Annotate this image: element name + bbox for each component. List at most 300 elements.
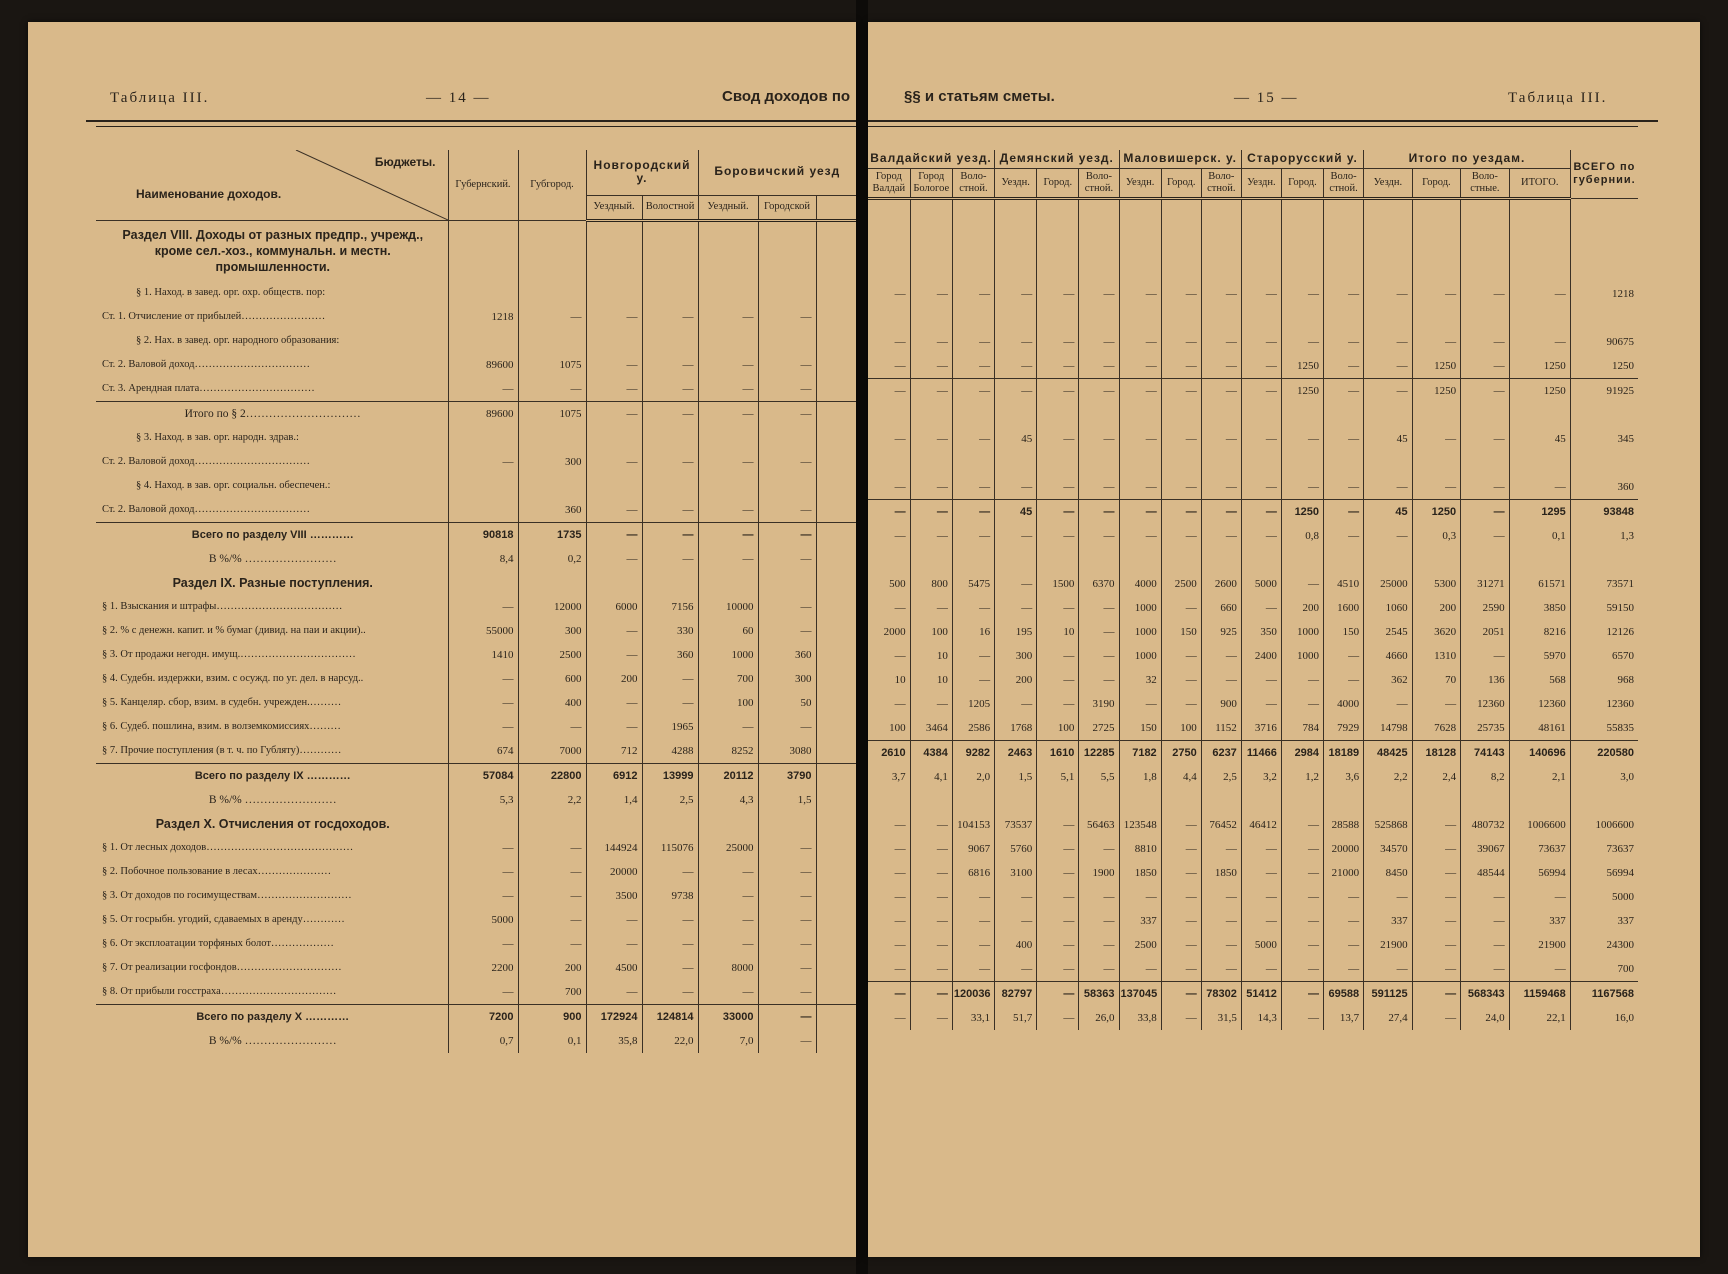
cell-value: —	[894, 843, 906, 856]
cell-value: —	[1412, 982, 1461, 1007]
cell-value: —	[586, 691, 642, 715]
cell-value: —	[1037, 885, 1079, 909]
cell-empty	[816, 281, 856, 305]
cell-value: —	[1364, 330, 1413, 354]
cell-value: 1000	[1281, 620, 1323, 644]
table-row	[868, 596, 1638, 620]
cell-value	[995, 258, 1037, 282]
cell-value: 34570	[1364, 837, 1413, 861]
cell-value	[1412, 403, 1461, 427]
cell-value: 7200	[448, 1004, 518, 1029]
table-row	[868, 765, 1638, 789]
cell-value: —	[1037, 1006, 1079, 1030]
cell-value: 78302	[1201, 982, 1241, 1007]
cell-value	[1461, 451, 1510, 475]
cell-value: 330	[642, 619, 698, 643]
cell-value: —	[1324, 524, 1364, 548]
cell-value	[758, 281, 816, 305]
table-row	[96, 377, 856, 402]
cell-value: —	[1161, 475, 1201, 500]
cell-value: 1410	[448, 643, 518, 667]
table-label-right: Таблица III.	[1508, 90, 1608, 106]
cell-value: 123548	[1119, 813, 1161, 837]
cell-empty	[816, 474, 856, 498]
cell-value	[642, 221, 698, 281]
cell-value: 1006600	[1509, 813, 1570, 837]
table-body-right	[868, 198, 1638, 1030]
cell-value: 525868	[1364, 813, 1413, 837]
cell-value: —	[586, 450, 642, 474]
cell-value: 700	[1570, 957, 1638, 982]
cell-value: 568343	[1461, 982, 1510, 1007]
table-row	[868, 451, 1638, 475]
cell-value	[758, 221, 816, 281]
cell-value: 0,8	[1281, 524, 1323, 548]
row-label: Ст. 2. Валовой доход……………………………	[102, 358, 311, 370]
cell-value: 8450	[1364, 861, 1413, 885]
cell-value: 22800	[518, 763, 586, 788]
table-row	[96, 426, 856, 450]
cell-value: —	[642, 547, 698, 571]
cell-value: —	[1461, 933, 1510, 957]
cell-value: 5000	[448, 908, 518, 932]
row-label: Раздел VIII. Доходы от разных предпр., учрежд., кроме сел.-хоз., коммунальн. и местн. промышленности.	[122, 227, 424, 274]
cell-value: 0,1	[1509, 524, 1570, 548]
cell-value: —	[1037, 379, 1079, 404]
cell-value	[1364, 789, 1413, 813]
cell-value: —	[698, 547, 758, 571]
cell-value: —	[758, 980, 816, 1005]
cell-value: —	[758, 401, 816, 426]
cell-value: 5,1	[1037, 765, 1079, 789]
table-label-left: Таблица III.	[110, 90, 210, 106]
cell-value: —	[1364, 885, 1413, 909]
cell-value	[448, 812, 518, 836]
cell-value: 5000	[1570, 885, 1638, 909]
cell-value: —	[1119, 500, 1161, 525]
cell-value: 1075	[518, 401, 586, 426]
table-row	[868, 306, 1638, 330]
table-row	[868, 282, 1638, 306]
cell-value: 150	[1119, 716, 1161, 741]
cell-value: —	[758, 595, 816, 619]
cell-value: 172924	[586, 1004, 642, 1029]
table-row	[868, 861, 1638, 885]
cell-value: 350	[1241, 620, 1281, 644]
cell-value	[1364, 198, 1413, 258]
cell-value: —	[758, 377, 816, 402]
cell-value	[518, 426, 586, 450]
cell-value: —	[1509, 885, 1570, 909]
cell-empty	[816, 401, 856, 426]
cell-value	[1570, 306, 1638, 330]
cell-value: —	[1412, 330, 1461, 354]
cell-value: —	[586, 908, 642, 932]
cell-value: —	[1281, 813, 1323, 837]
cell-value	[586, 474, 642, 498]
revenue-table-left	[96, 150, 856, 1053]
cell-value: —	[1201, 885, 1241, 909]
cell-value: 3,2	[1241, 765, 1281, 789]
cell-value: 21000	[1324, 861, 1364, 885]
cell-value	[1570, 548, 1638, 572]
cell-value: —	[1119, 330, 1161, 354]
cell-value: —	[995, 957, 1037, 982]
subcol-novgorod-uezd: Уездный.	[586, 195, 642, 220]
row-label: § 6. От эксплоатации торфяных болот………………	[102, 937, 334, 949]
cell-value	[448, 221, 518, 281]
table-row	[96, 836, 856, 860]
cell-value	[1324, 451, 1364, 475]
cell-value: —	[995, 475, 1037, 500]
cell-value	[758, 812, 816, 836]
cell-value: —	[894, 698, 906, 711]
table-row	[868, 885, 1638, 909]
cell-value: 25735	[1461, 716, 1510, 741]
cell-value	[868, 548, 910, 572]
table-row	[96, 450, 856, 474]
cell-value: —	[1079, 524, 1119, 548]
cell-value: —	[586, 619, 642, 643]
cell-value	[1570, 451, 1638, 475]
cell-value: —	[1412, 885, 1461, 909]
cell-empty	[816, 763, 856, 788]
cell-value: 4288	[642, 739, 698, 764]
cell-value: —	[586, 715, 642, 739]
cell-empty	[816, 595, 856, 619]
cell-value: —	[995, 596, 1037, 620]
cell-value: —	[1281, 475, 1323, 500]
subcol-header: Город.	[1161, 168, 1201, 198]
cell-value: 5300	[1412, 572, 1461, 596]
cell-value	[1161, 403, 1201, 427]
cell-value: 12360	[1509, 692, 1570, 716]
cell-value: 12000	[518, 595, 586, 619]
cell-value: 1250	[1412, 354, 1461, 379]
cell-value	[1161, 258, 1201, 282]
table-row	[868, 403, 1638, 427]
cell-value: 3850	[1509, 596, 1570, 620]
cell-value: —	[1037, 692, 1079, 716]
cell-value	[1281, 306, 1323, 330]
cell-value	[1412, 306, 1461, 330]
cell-value	[1201, 198, 1241, 258]
cell-value: —	[995, 354, 1037, 379]
cell-value: —	[1079, 330, 1119, 354]
cell-value: —	[1241, 475, 1281, 500]
cell-value: —	[758, 860, 816, 884]
cell-value: 150	[1324, 620, 1364, 644]
cell-value	[995, 403, 1037, 427]
cell-value: 2,2	[1364, 765, 1413, 789]
cell-value: 400	[995, 933, 1037, 957]
cell-value: 1250	[1281, 500, 1323, 525]
cell-value: —	[1079, 957, 1119, 982]
row-label: § 7. Прочие поступления (в т. ч. по Губляту)…………	[102, 744, 342, 756]
cell-value: —	[1461, 500, 1510, 525]
table-row	[96, 812, 856, 836]
cell-value: —	[1079, 379, 1119, 404]
table-row	[868, 330, 1638, 354]
cell-value: 73537	[995, 813, 1037, 837]
cell-value: —	[758, 932, 816, 956]
cell-value: —	[1201, 668, 1241, 692]
table-row	[96, 547, 856, 571]
cell-value: 12360	[1461, 692, 1510, 716]
cell-value: —	[1201, 282, 1241, 306]
cell-value: —	[952, 427, 994, 451]
subcol-header: Воло-стные.	[1461, 168, 1510, 198]
cell-value: 337	[1509, 909, 1570, 933]
cell-value	[1119, 789, 1161, 813]
cell-value: —	[910, 885, 952, 909]
table-row	[868, 572, 1638, 596]
cell-value: —	[1364, 692, 1413, 716]
cell-value	[1241, 306, 1281, 330]
cell-value	[518, 474, 586, 498]
cell-value: 337	[1364, 909, 1413, 933]
table-row	[96, 1029, 856, 1053]
cell-value: —	[952, 500, 994, 525]
cell-value: —	[448, 595, 518, 619]
cell-empty	[816, 305, 856, 329]
cell-value: —	[448, 836, 518, 860]
cell-value: 2,5	[642, 788, 698, 812]
cell-empty	[816, 377, 856, 402]
cell-value: 45	[1364, 427, 1413, 451]
cell-value: —	[894, 1012, 906, 1025]
cell-value: —	[1412, 861, 1461, 885]
cell-value: —	[1161, 596, 1201, 620]
subcol-header: Уездн.	[1364, 168, 1413, 198]
cell-value: 0,1	[518, 1029, 586, 1053]
cell-value	[1281, 258, 1323, 282]
cell-value: 20000	[586, 860, 642, 884]
cell-value: 500	[889, 578, 906, 591]
cell-value: 360	[642, 643, 698, 667]
cell-value: —	[1281, 282, 1323, 306]
cell-value	[642, 571, 698, 595]
cell-value: —	[1461, 330, 1510, 354]
cell-value: 7628	[1412, 716, 1461, 741]
cell-value: —	[1324, 379, 1364, 404]
cell-value: 48161	[1509, 716, 1570, 741]
row-label: Ст. 2. Валовой доход……………………………	[102, 503, 311, 515]
cell-value: 8216	[1509, 620, 1570, 644]
table-row	[868, 668, 1638, 692]
cell-value: —	[1201, 500, 1241, 525]
cell-value: —	[1161, 957, 1201, 982]
cell-value: —	[910, 982, 952, 1007]
cell-value: 61571	[1509, 572, 1570, 596]
cell-value: —	[1079, 644, 1119, 668]
cell-empty	[816, 956, 856, 980]
cell-value: 1167568	[1570, 982, 1638, 1007]
cell-value: —	[1281, 692, 1323, 716]
cell-value: 6000	[586, 595, 642, 619]
cell-value: —	[448, 715, 518, 739]
table-row	[868, 813, 1638, 837]
cell-value	[952, 258, 994, 282]
cell-value: —	[1364, 475, 1413, 500]
cell-value: —	[1201, 957, 1241, 982]
cell-value: 5000	[1241, 933, 1281, 957]
cell-value: —	[1241, 957, 1281, 982]
cell-value	[1364, 548, 1413, 572]
cell-value: 4,1	[910, 765, 952, 789]
cell-value: —	[1281, 668, 1323, 692]
cell-value	[518, 281, 586, 305]
table-row	[96, 980, 856, 1005]
cell-value: —	[642, 908, 698, 932]
cell-value: —	[1412, 1006, 1461, 1030]
cell-value: 24,0	[1461, 1006, 1510, 1030]
cell-value	[1037, 258, 1079, 282]
cell-value: —	[1037, 861, 1079, 885]
cell-value	[642, 426, 698, 450]
cell-value: 200	[995, 668, 1037, 692]
cell-value	[1324, 403, 1364, 427]
cell-value: 46412	[1241, 813, 1281, 837]
cell-value: —	[448, 667, 518, 691]
cell-value	[1324, 258, 1364, 282]
cell-value: —	[1201, 427, 1241, 451]
table-row	[868, 933, 1638, 957]
cell-value	[952, 198, 994, 258]
cell-value: —	[1201, 354, 1241, 379]
cell-value: 21900	[1509, 933, 1570, 957]
cell-value	[642, 474, 698, 498]
cell-value: 22,1	[1509, 1006, 1570, 1030]
cell-value: —	[758, 884, 816, 908]
cell-value: 1075	[518, 353, 586, 377]
cell-value: 9738	[642, 884, 698, 908]
table-row	[96, 522, 856, 547]
cell-empty	[816, 619, 856, 643]
cell-value	[1461, 306, 1510, 330]
cell-value	[868, 258, 910, 282]
cell-value: 89600	[448, 353, 518, 377]
cell-value: 76452	[1201, 813, 1241, 837]
cell-value: 300	[995, 644, 1037, 668]
cell-value: —	[1412, 909, 1461, 933]
cell-value: —	[894, 915, 906, 928]
cell-value: 1250	[1412, 379, 1461, 404]
cell-value: 6912	[586, 763, 642, 788]
cell-value: 89600	[448, 401, 518, 426]
cell-value	[995, 789, 1037, 813]
cell-value: —	[995, 885, 1037, 909]
cell-value: —	[1161, 692, 1201, 716]
row-label: Итого по § 2…………………………	[96, 401, 448, 426]
cell-value: 18189	[1324, 741, 1364, 766]
cell-value: 8000	[698, 956, 758, 980]
table-row	[868, 837, 1638, 861]
row-label: Ст. 3. Арендная плата……………………………	[102, 382, 315, 394]
cell-value: 2545	[1364, 620, 1413, 644]
cell-value: —	[642, 305, 698, 329]
cell-value: —	[1461, 957, 1510, 982]
cell-value: 1000	[1119, 596, 1161, 620]
cell-value	[586, 281, 642, 305]
cell-value: —	[894, 288, 906, 301]
cell-value: 1,2	[1281, 765, 1323, 789]
cell-value: —	[868, 982, 910, 1007]
cell-value	[952, 451, 994, 475]
cell-value: —	[1161, 1006, 1201, 1030]
cell-value: 1965	[642, 715, 698, 739]
cell-value: —	[1201, 933, 1241, 957]
cell-value: —	[1119, 692, 1161, 716]
row-label: § 7. От реализации госфондов…………………………	[102, 961, 342, 973]
cell-value: —	[952, 933, 994, 957]
cell-value: 3,6	[1324, 765, 1364, 789]
cell-value	[642, 281, 698, 305]
subcol-borovichi-gorod: Городской	[758, 195, 816, 220]
cell-value	[1324, 789, 1364, 813]
cell-value: —	[1161, 354, 1201, 379]
cell-value: 51412	[1241, 982, 1281, 1007]
cell-value: —	[758, 836, 816, 860]
cell-value: —	[1161, 909, 1201, 933]
subcol-header: Уездн.	[1119, 168, 1161, 198]
cell-value	[1119, 548, 1161, 572]
cell-value: 200	[586, 667, 642, 691]
cell-value: —	[1079, 596, 1119, 620]
cell-value	[448, 281, 518, 305]
table-row	[868, 198, 1638, 258]
cell-value: 12285	[1079, 741, 1119, 766]
cell-value	[995, 548, 1037, 572]
cell-value: 1,8	[1119, 765, 1161, 789]
cell-value: —	[995, 282, 1037, 306]
right-page	[868, 22, 1700, 1257]
cell-value: 20112	[698, 763, 758, 788]
cell-value	[868, 198, 910, 258]
page-number-right: — 15 —	[1234, 90, 1299, 106]
table-row	[96, 667, 856, 691]
cell-value: 73571	[1570, 572, 1638, 596]
subcol-header: Уездн.	[1241, 168, 1281, 198]
cell-value: —	[952, 379, 994, 404]
cell-value	[1037, 548, 1079, 572]
cell-value: 8252	[698, 739, 758, 764]
cell-value: —	[1119, 475, 1161, 500]
top-rule-right	[868, 120, 1658, 122]
cell-value: —	[758, 547, 816, 571]
cell-value: —	[1241, 379, 1281, 404]
cell-value	[1037, 451, 1079, 475]
cell-value	[698, 812, 758, 836]
cell-value: —	[586, 643, 642, 667]
cell-value: 568	[1509, 668, 1570, 692]
cell-value: 100	[910, 620, 952, 644]
cell-value: 51,7	[995, 1006, 1037, 1030]
cell-value: 31,5	[1201, 1006, 1241, 1030]
cell-value: 700	[698, 667, 758, 691]
cell-value: —	[1241, 330, 1281, 354]
cell-value: 33,1	[952, 1006, 994, 1030]
cell-value: 1250	[1281, 354, 1323, 379]
cell-value: 58363	[1079, 982, 1119, 1007]
cell-value: 5760	[995, 837, 1037, 861]
cell-value	[1201, 789, 1241, 813]
cell-value	[698, 281, 758, 305]
cell-value: 120036	[952, 982, 994, 1007]
cell-value: —	[1281, 837, 1323, 861]
cell-value	[1281, 451, 1323, 475]
cell-value: 45	[1364, 500, 1413, 525]
